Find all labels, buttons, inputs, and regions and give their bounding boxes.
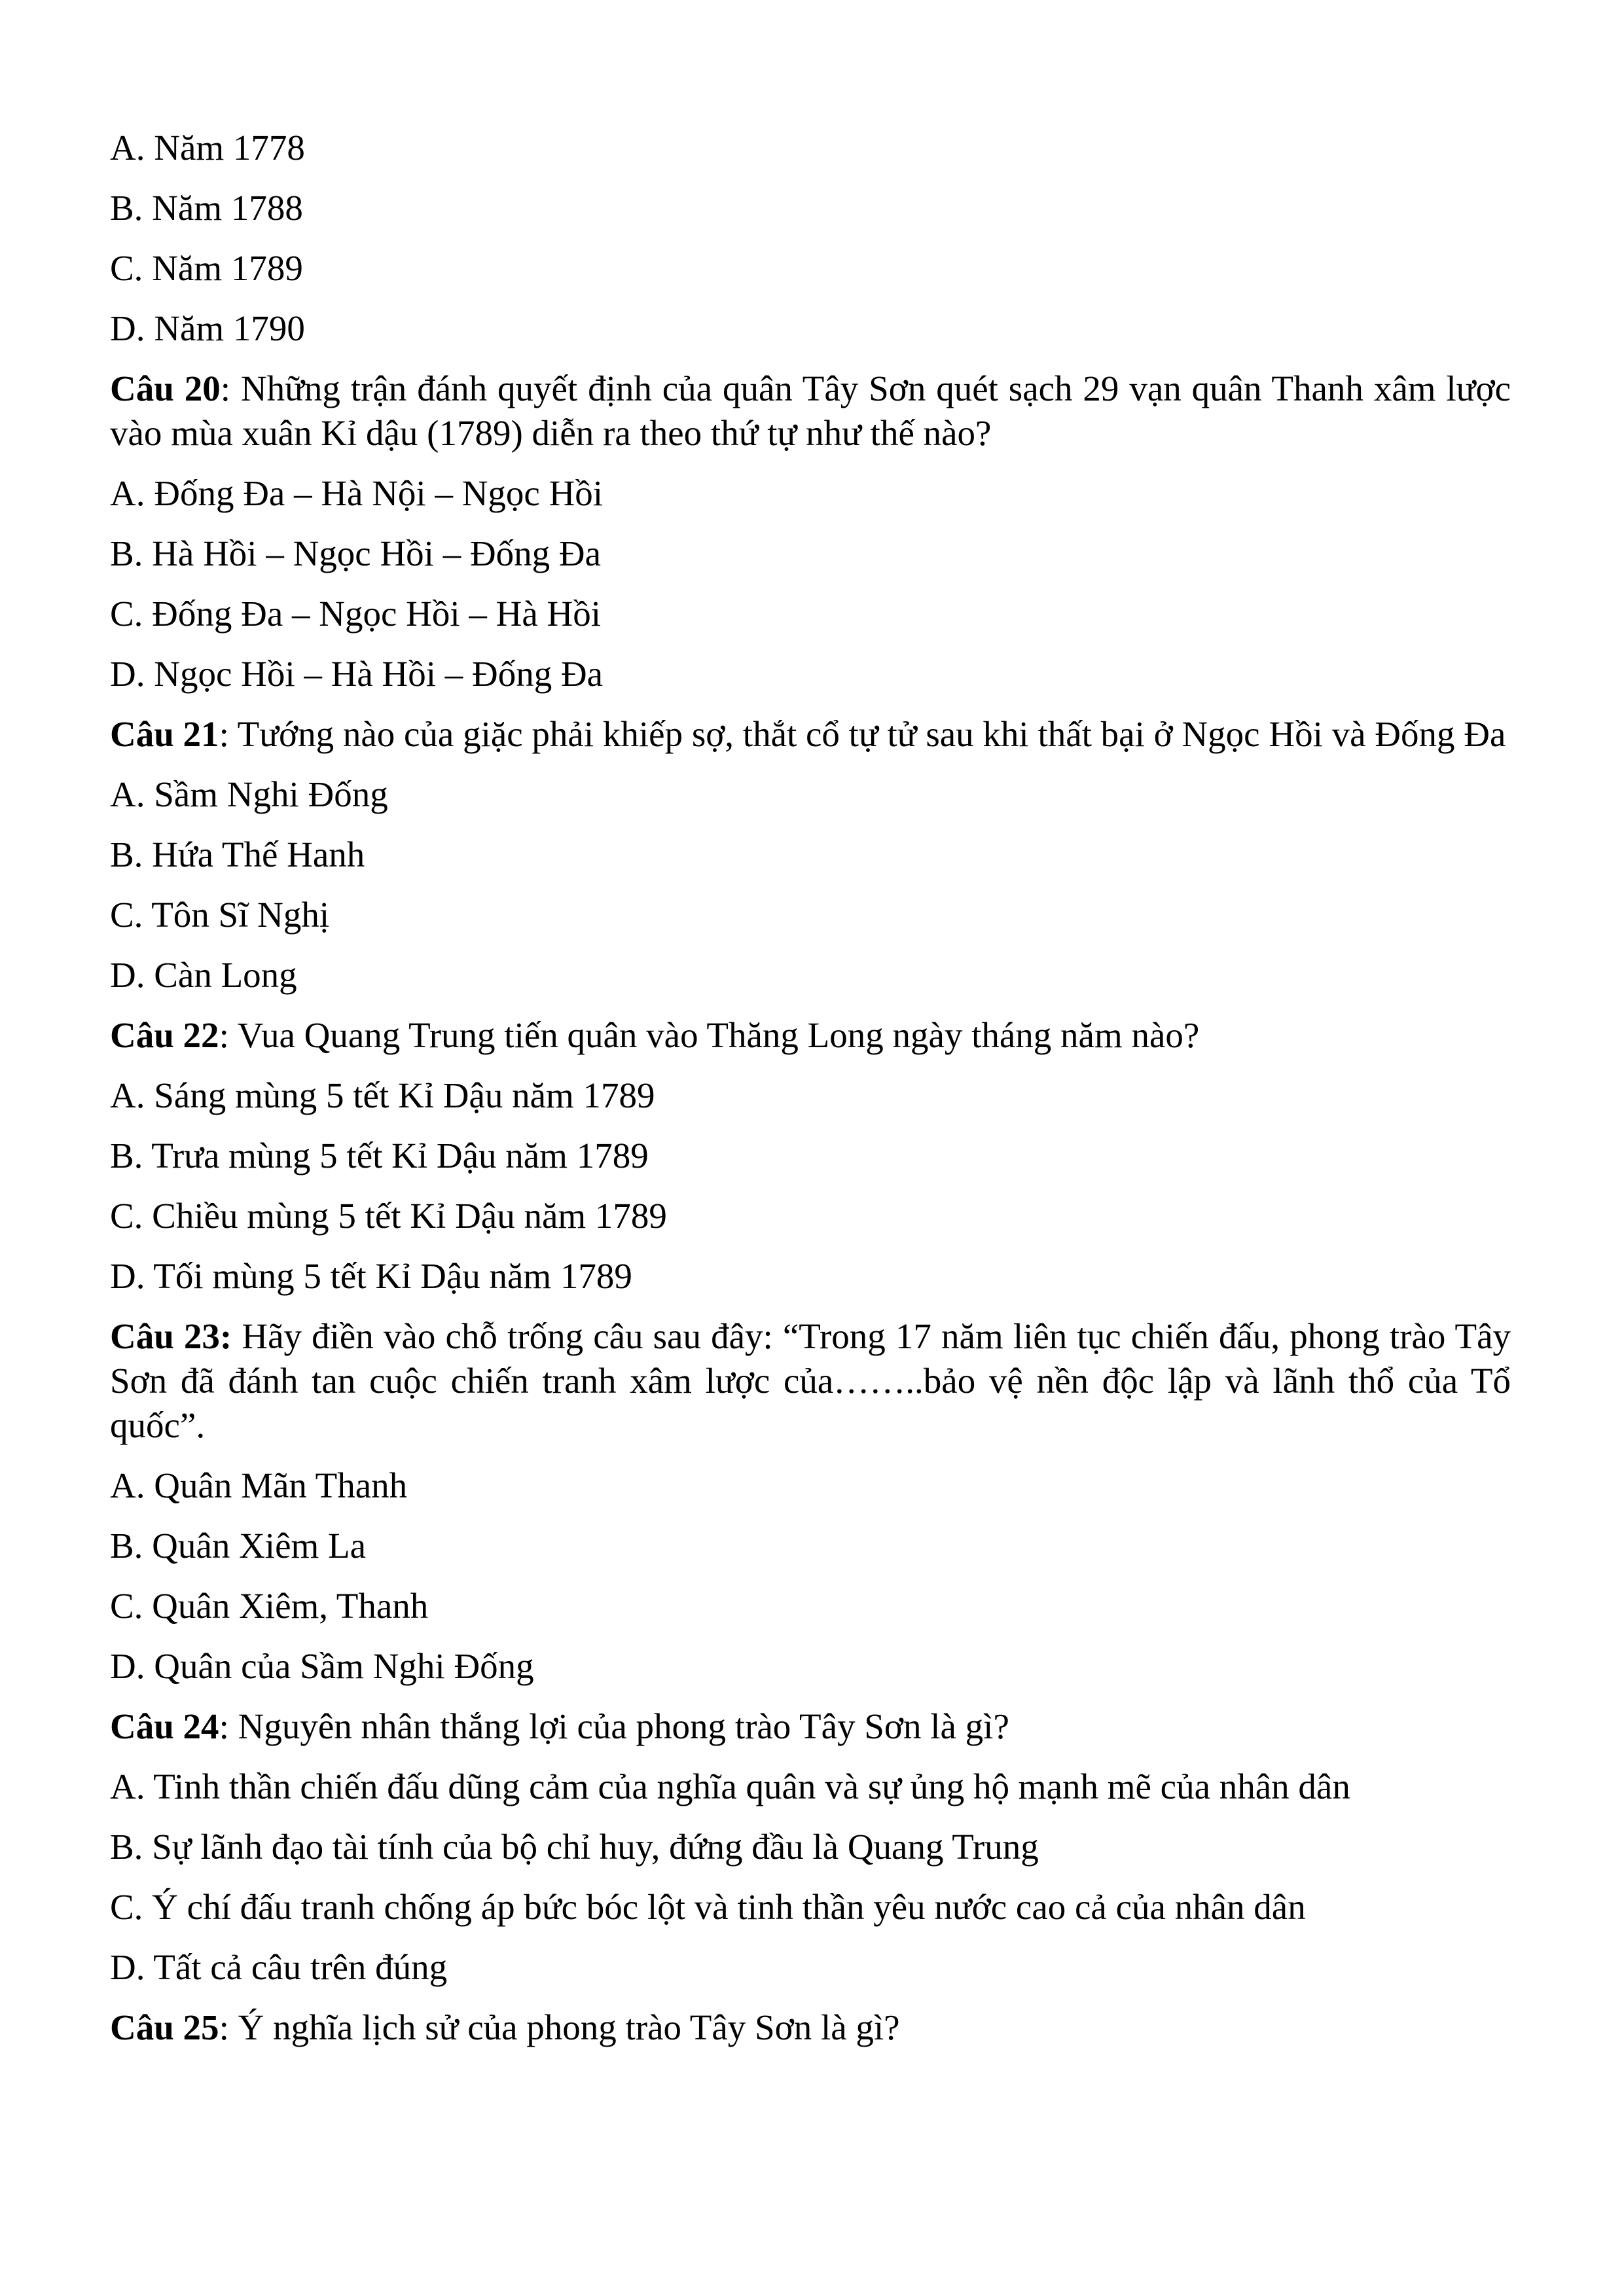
answer-option: A. Sầm Nghi Đống: [110, 774, 388, 814]
question-number-label: Câu 22: [110, 1015, 219, 1055]
answer-option: B. Sự lãnh đạo tài tính của bộ chỉ huy, đứng đầu là Quang Trung: [110, 1827, 1039, 1867]
answer-option: B. Quân Xiêm La: [110, 1526, 367, 1566]
answer-option: A. Năm 1778: [110, 128, 305, 168]
question-paragraph: [110, 1998, 1511, 2058]
answer-option: D. Tối mùng 5 tết Kỉ Dậu năm 1789: [110, 1256, 632, 1296]
question-paragraph: [110, 1306, 1511, 1456]
answer-option: A. Quân Mãn Thanh: [110, 1465, 408, 1505]
question-paragraph: [110, 704, 1511, 764]
question-number-label: Câu 23:: [110, 1316, 232, 1356]
answer-option: A. Sáng mùng 5 tết Kỉ Dậu năm 1789: [110, 1075, 655, 1115]
answer-option: C. Chiều mùng 5 tết Kỉ Dậu năm 1789: [110, 1196, 667, 1236]
question-text: : Vua Quang Trung tiến quân vào Thăng Long ngày tháng năm nào?: [219, 1015, 1200, 1055]
answer-option: D. Tất cả câu trên đúng: [110, 1947, 448, 1987]
answer-option: D. Quân của Sầm Nghi Đống: [110, 1646, 534, 1686]
answer-option: C. Quân Xiêm, Thanh: [110, 1586, 429, 1626]
document-page: [110, 118, 1511, 2058]
question-paragraph: [110, 1696, 1511, 1757]
answer-option: B. Hứa Thế Hanh: [110, 834, 365, 874]
answer-option: D. Càn Long: [110, 955, 297, 995]
answer-option: A. Đống Đa – Hà Nội – Ngọc Hồi: [110, 473, 604, 513]
question-text: : Những trận đánh quyết định của quân Tây Sơn quét sạch 29 vạn quân Thanh xâm lược vào mùa xuân Kỉ dậu (1789) diễn ra theo thứ tự như thế nào?: [110, 368, 1511, 453]
answer-option: A. Tinh thần chiến đấu dũng cảm của nghĩa quân và sự ủng hộ mạnh mẽ của nhân dân: [110, 1767, 1350, 1806]
question-number-label: Câu 21: [110, 714, 219, 754]
question-text: : Nguyên nhân thắng lợi của phong trào Tây Sơn là gì?: [219, 1706, 1009, 1746]
question-number-label: Câu 20: [110, 368, 221, 408]
question-text: : Ý nghĩa lịch sử của phong trào Tây Sơn là gì?: [219, 2007, 900, 2047]
answer-option: C. Tôn Sĩ Nghị: [110, 895, 330, 935]
answer-option: B. Hà Hồi – Ngọc Hồi – Đống Đa: [110, 533, 602, 573]
answer-option: C. Năm 1789: [110, 248, 303, 288]
answer-option: B. Năm 1788: [110, 188, 303, 228]
question-paragraph: [110, 359, 1511, 463]
answer-option: C. Ý chí đấu tranh chống áp bức bóc lột và tinh thần yêu nước cao cả của nhân dân: [110, 1887, 1306, 1927]
question-number-label: Câu 25: [110, 2007, 219, 2047]
question-paragraph: [110, 1005, 1511, 1066]
answer-option: D. Năm 1790: [110, 308, 305, 348]
question-text: Hãy điền vào chỗ trống câu sau đây: “Trong 17 năm liên tục chiến đấu, phong trào Tây Sơn đã đánh tan cuộc chiến tranh xâm lược của……..bảo vệ nền độc lập và lãnh thổ của Tổ quốc”.: [110, 1316, 1511, 1445]
question-text: : Tướng nào của giặc phải khiếp sợ, thắt cổ tự tử sau khi thất bại ở Ngọc Hồi và Đống Đa: [219, 714, 1506, 754]
question-number-label: Câu 24: [110, 1706, 219, 1746]
answer-option: C. Đống Đa – Ngọc Hồi – Hà Hồi: [110, 594, 602, 634]
answer-option: B. Trưa mùng 5 tết Kỉ Dậu năm 1789: [110, 1136, 649, 1175]
answer-option: D. Ngọc Hồi – Hà Hồi – Đống Đa: [110, 654, 604, 694]
